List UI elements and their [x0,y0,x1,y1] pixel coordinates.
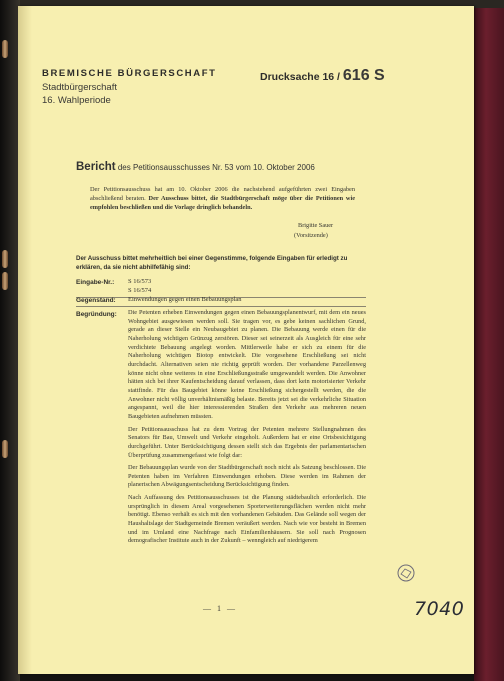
divider [76,306,366,307]
eingabe-number: S 16/574 [128,287,152,294]
page-fold-shadow [18,6,32,674]
signer-name: Brigitte Sauer [298,222,334,229]
drucksache-label: Drucksache 16 / [260,71,340,83]
begruendung-paragraph: Der Bebauungsplan wurde von der Stadtbürgerschaft noch nicht als Satzung beschlossen. Die Petenten haben im Verfahren Einwendungen erhoben. Diese werden im Rahmen der planerischen Abwägungsentscheidung Berücksichtigung finden. [128,464,366,489]
intro-request: Der Ausschuss bittet, die Stadtbürgerschaft möge über die Petitionen wie empfohlen beschließen und die Vorlage dringlich behandeln. [90,194,355,211]
committee-request: Der Ausschuss bittet mehrheitlich bei einer Gegenstimme, folgende Eingaben für erledigt zu erklären, da sie nicht abhilfefähig sind: [76,255,348,271]
gegenstand-label: Gegenstand: [76,297,116,304]
binder-spine-left [0,0,20,681]
drucksache-number [260,67,385,85]
binder-ring [2,440,8,458]
signer-role: (Vorsitzende) [294,232,328,239]
intro-line: zwei Eingaben abschließend beraten. [90,186,355,202]
page-number: — 1 — [203,604,237,613]
drucksache-value: 616 S [342,67,385,84]
gegenstand-value: Einwendungen gegen einen Bebauungsplan [128,296,242,303]
organization-name: BREMISCHE BÜRGERSCHAFT [42,68,217,79]
intro-paragraph [90,186,355,212]
begruendung-text [128,309,366,550]
election-period: 16. Wahlperiode [42,95,111,106]
binder-ring [2,40,8,58]
report-title [76,161,315,173]
binder-ring [2,272,8,290]
report-title-rest: des Petitionsausschusses Nr. 53 vom 10. Oktober 2006 [115,163,315,172]
begruendung-paragraph: Nach Auffassung des Petitionsausschusses ist die Planung städtebaulich erforderlich. Die ursprünglich in diesem Areal vorgesehenen Sporterweiterungsflächen werden nicht mehr benötigt. Ebenso verhält es sich mit den vorhandenen Gebäuden. Das Gelände soll wegen der Haushaltslage der Stadtgemeinde Bremen veräußert werden. Nach wie vor besteht in Bremen und im Umland eine Nachfrage nach Einfamilienhäusern. Sie soll nach Prognosen demografischer Institute auch in der Zukunft – wenngleich auf niedrigerem [128,494,366,545]
binder-ring [2,250,8,268]
begruendung-label: Begründung: [76,311,117,318]
binder-cover-right [474,8,504,681]
eingabe-number: S 16/573 [128,278,152,285]
chamber-name: Stadtbürgerschaft [42,82,117,93]
begruendung-paragraph: Der Petitionsausschuss hat zu dem Vortrag der Petenten mehrere Stellungnahmen des Senators für Bau, Umwelt und Verkehr eingeholt. Außerdem hat er eine Ortsbesichtigung durchgeführt. Unter Berücksichtigung dessen stellt sich das Ergebnis der parlamentarischen Überprüfung zusammengefasst wie folgt dar: [128,425,366,459]
begruendung-paragraph: Die Petenten erheben Einwendungen gegen einen Bebauungsplanentwurf, mit dem ein neues Wohngebiet ausgewiesen werden soll. Sie tragen vor, es gebe keinen sachlichen Grund, gerade an dieser Stelle ein Neubaugebiet zu planen. Die Bebauung werde einen für die Naherholung wichtigen Grünzug zerstören. Dieser sei seinerzeit als Ausgleich für eine sehr verdichtete Bebauung angelegt worden. Mittlerweile habe er sich zu einem für die Naherholung wichtigen Biotop entwickelt. Die vorgesehene Erschließung sei nicht durchdacht. Alternativen seien nie richtig geprüft worden. Der vorhandene Parzellenweg könne nicht ohne weiteres in eine Erschließungsstraße umgewandelt werden. Die Anwohner hätten sich bei ihrer Kaufentscheidung darauf verlassen, dass dort kein motorisierter Verkehr stattfinde. Für das Baugebiet könne keine Erschließung sichergestellt werden, die die Anwohner nicht völlig unverhältnismäßig belaste. Bereits jetzt sei die verkehrliche Situation angespannt, weil die hier interessierenden Straßen den Verkehr aus mehreren neuen Baugebieten aufnehmen müssten. [128,309,366,420]
handwritten-note: 7040 [414,598,465,620]
report-title-bold: Bericht [76,161,116,173]
ink-stamp-icon [395,562,417,584]
eingabe-label: Eingabe-Nr.: [76,279,115,286]
intro-line: Der Petitionsausschuss hat am 10. Oktober 2006 die nachstehend aufgeführten [90,186,312,193]
